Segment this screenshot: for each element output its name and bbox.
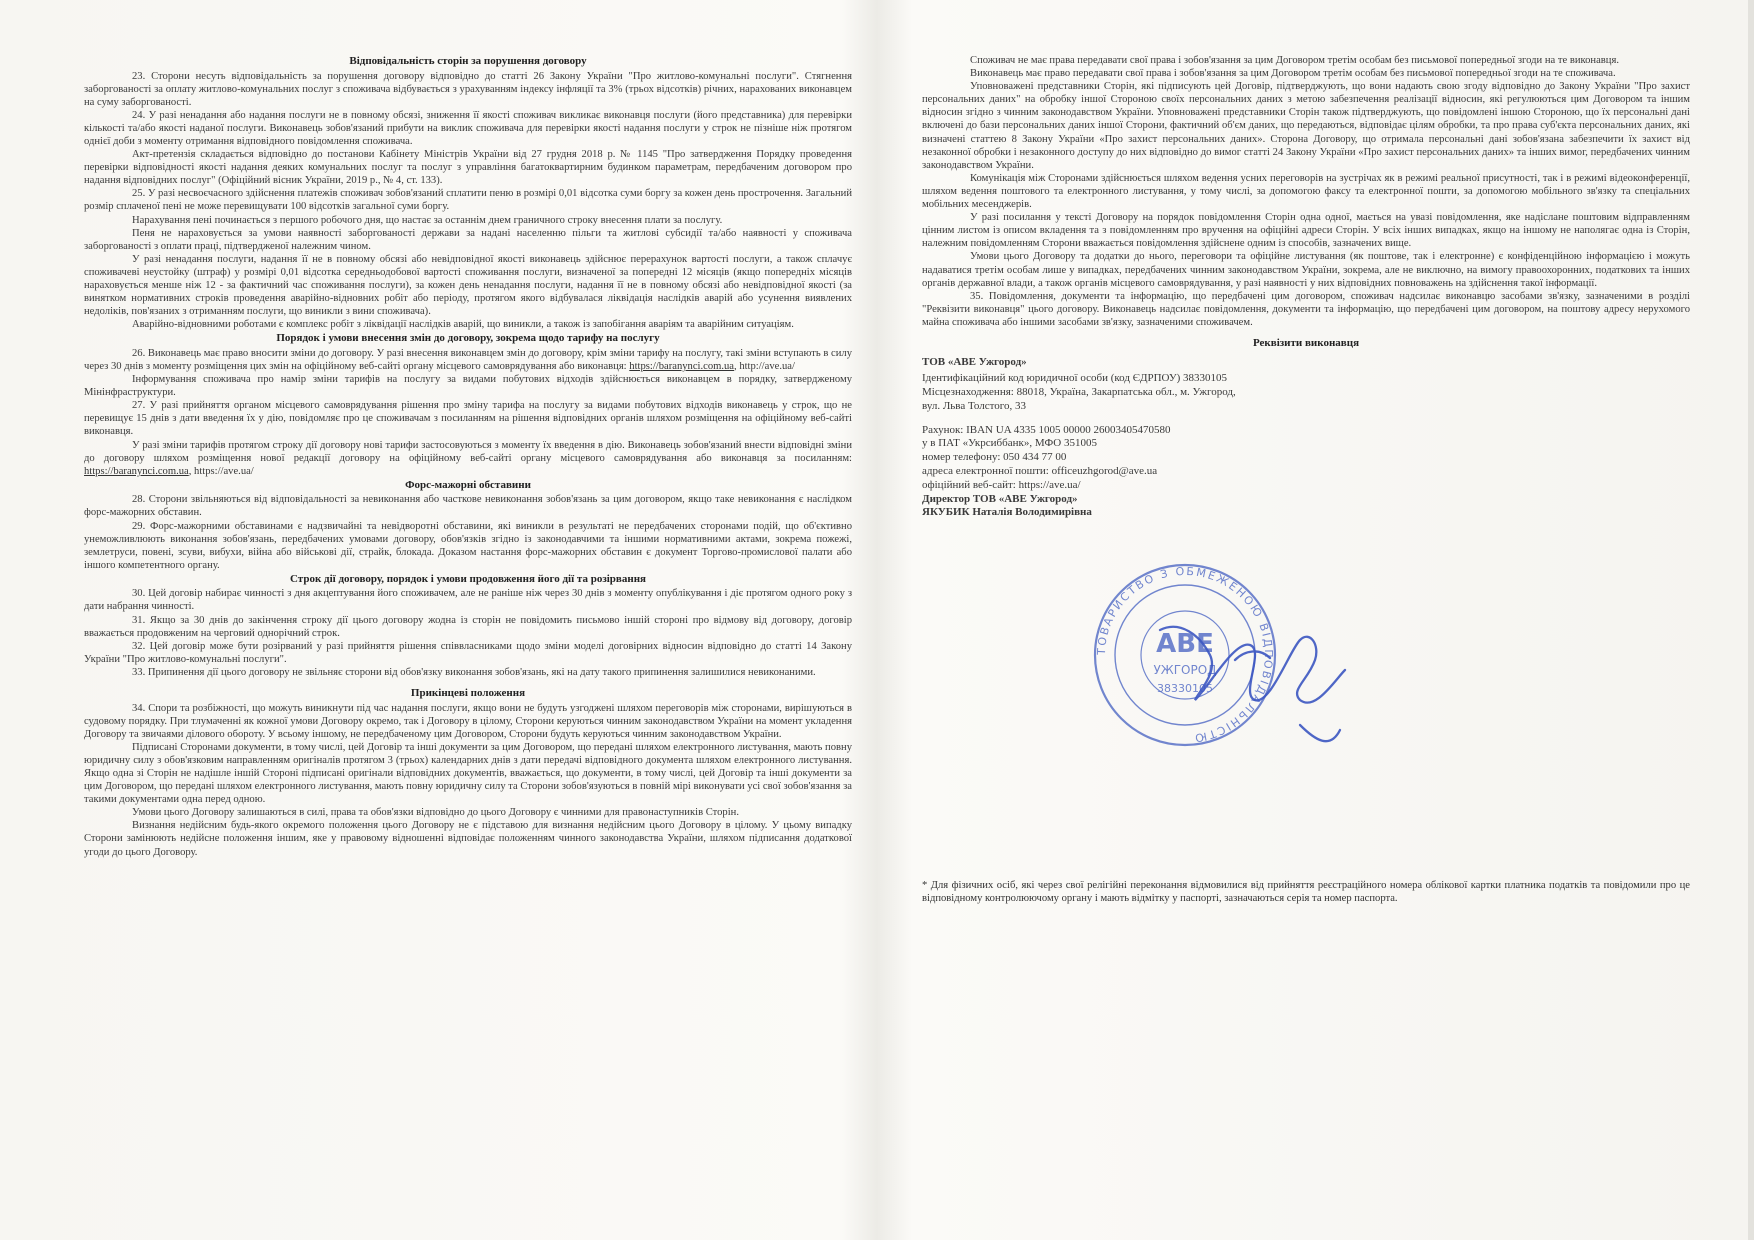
clause-25-penalty-start: Нарахування пені починається з першого робочого дня, що настає за останнім днем граничного строку внесення плати за послугу. (132, 214, 723, 226)
director-name: ЯКУБИК Наталія Володимирівна (922, 506, 1092, 519)
clause-25-emergency: Аварійно-відновними роботами є комплекс робіт з ліквідації наслідків аварій, що виникли, а також із запобігання аваріям та аварійним ситуаціям. (132, 319, 794, 331)
clause-27-link[interactable]: https://baranynci.com.ua (84, 465, 189, 477)
stamp-brand: АВЕ (1156, 629, 1214, 659)
section-heading-requisites: Реквізити виконавця (1252, 336, 1360, 349)
scan-edge (1748, 0, 1754, 1240)
clause-communication: Комунікація між Сторонами здійснюється шляхом ведення усних переговорів на зустрічах як в режимі реальної присутності, так і в режимі відеоконференції, шляхом ведення поштового та електронного листування, у тому числі, за допомогою факсу та електронної пошти, за допомогою мобільного зв'язку та спеціальних мобільних месенджерів. (922, 172, 1690, 211)
clause-29: 29. Форс-мажорними обставинами є надзвичайні та невідворотні обставини, які виникли в результаті не передбачених сторонами подій, що об'єктивно унеможливлюють виконання зобов'язань, передбачених умовами договору, обов'язків згідно із законодавчими та іншими нормативними актами, зокрема пожежі, землетруси, повені, зсуви, вибухи, війна або військові дії, страйк, блокада. Доказом настання форс-мажорних обставин є документ Торгово-промислової палати або іншого компетентного органу. (84, 520, 852, 571)
clause-34: 34. Спори та розбіжності, що можуть виникнути під час надання послуги, якщо вони не будуть узгоджені шляхом переговорів між сторонами, вирішуються в судовому порядку. При тлумаченні як кожної умови Договору окремо, так і Договору в цілому, Сторони керуються чинним законодавством України на момент укладення Договору та звичаями ділового обороту. У всьому іншому, не передбаченому цим Договором, Сторони будуть керуються чинним законодавством України. (84, 702, 852, 740)
contractor-requisites (922, 356, 1352, 520)
org-phone: номер телефону: 050 434 77 00 (922, 451, 1067, 464)
clause-26-link[interactable]: https://baranynci.com.ua (629, 360, 735, 372)
section-heading-force-majeure: Форс-мажорні обставини (405, 478, 531, 491)
clause-26 (84, 347, 852, 373)
org-iban: Рахунок: IBAN UA 4335 1005 00000 26003405470580 (922, 423, 1171, 436)
clause-30: 30. Цей договір набирає чинності з дня акцептування його споживачем, але не раніше ніж через 30 днів з моменту опублікування і діє протягом одного року з дати набрання чинності. (84, 588, 852, 613)
clause-34-electronic: Підписані Сторонами документи, в тому числі, цей Договір та інші документи за цим Договором, що передані шляхом електронного листування, мають повну юридичну силу з обов'язковим направленням оригіналів протягом 3 (трьох) календарних днів з дати передачі відповідного документа шляхом електронного листування. Якщо одна зі Сторін не надішле іншій Стороні підписані оригінали відповідних документів, вважається, що документи, в тому числі, цей Договір та інші документи за цим Договором, що передані шляхом електронного листування, мають повну юридичну силу та Сторони зобов'язуються в повній мірі виконувати усі свої зобов'язання за такими документами одна перед одною. (84, 741, 852, 806)
director-signature-icon (1140, 600, 1390, 770)
clause-confidentiality: Умови цього Договору та додатки до нього, переговори та офіційне листування (як поштове, так і електронне) є конфіденційною інформацією і можуть надаватися третім особам лише у випадках, передбачених чинним законодавством України, зокрема, але не виключно, на вимогу правоохоронних, податкових та інших органів державної влади, а також органів місцевого самоврядування, у разі наявності у них відповідних повноважень на здійснення такої інформації. (922, 251, 1690, 289)
clause-24-act: Акт-претензія складається відповідно до постанови Кабінету Міністрів України від 27 грудня 2018 р. № 1145 "Про затвердження Порядку проведення перевірки відповідності якості надання деяких комунальних послуг та послуг з управління багатоквартирним будинком параметрам, передбаченим договором про надання відповідних послуг" (Офіційний вісник України, 2019 р., № 4, ст. 133). (84, 149, 852, 187)
org-name: ТОВ «АВЕ Ужгород» (922, 356, 1027, 369)
org-code: Ідентифікаційний код юридичної особи (код ЄДРПОУ) 38330105 (922, 372, 1228, 385)
clause-31: 31. Якщо за 30 днів до закінчення строку дії цього договору жодна із сторін не повідомить письмово іншій стороні про відмову від договору, договір вважається продовженим на черговий однорічний строк. (84, 614, 852, 639)
org-address-line-1: Місцезнаходження: 88018, Україна, Закарпатська обл., м. Ужгород, (922, 386, 1236, 399)
org-email: адреса електронної пошти: officeuzhgorod@ave.ua (922, 465, 1158, 478)
clause-assignment-consumer: Споживач не має права передавати свої права і зобов'язання за цим Договором третім особам без письмової попередньої згоди на те виконавця. (970, 55, 1619, 66)
org-bank: у в ПАТ «Укрсиббанк», МФО 351005 (922, 437, 1097, 450)
clause-personal-data: Уповноважені представники Сторін, які підписують цей Договір, підтверджують, що вони надають свою згоду відповідно до Закону України "Про захист персональних даних" на обробку іншої Стороною своїх персональних даних з метою забезпечення реалізації відносин, які регулюються цим Договором та іншим відносин згідно з чинним законодавством України. Уповноважені представники Сторін також підтверджують, що повідомлені іншою Стороною, що їх персональні дані включені до бази персональних даних іншої Сторони, фактичний об'єм даних, що передаються, відповідає цілям обробки, та про права суб'єкта персональних даних, які визначені статтею 8 Закону України «Про захист персональних даних». Сторона Договору, що отримала персональні дані зобов'язана забезпечити їх захист від незаконної обробки і незаконного доступу до них відповідно до вимог статті 24 Закону України «Про захист персональних даних» та інших вимог, передбачених чинним законодавством України. (922, 81, 1690, 171)
clause-24: 24. У разі ненадання або надання послуги не в повному обсязі, зниження її якості споживач викликає виконавця послуги (його представника) для перевірки кількості та/або якості наданої послуги. Виконавець зобов'язаний прибути на виклик споживача для перевірки якості надання послуги у строк не пізніше ніж протягом однієї доби з моменту отримання відповідного повідомлення споживача. (84, 109, 852, 147)
clause-35: 35. Повідомлення, документи та інформацію, що передбачені цим договором, споживач надсилає виконавцю засобами зв'язку, зазначеними в розділі "Реквізити виконавця" цього договору. Виконавець надсилає повідомлення, документи та інформацію, що передбачені цим договором, на поштову адресу нерухомого майна споживача або іншими засобами зв'язку, зазначеними споживачем. (922, 290, 1690, 328)
section-heading-liability: Відповідальність сторін за порушення договору (349, 55, 587, 67)
clause-27-text: У разі зміни тарифів протягом строку дії договору нові тарифи застосовуються з моменту їх введення в дію. Виконавець зобов'язаний внести відповідні зміни до договору шляхом розміщення нової редакції договору на офіційному веб-сайті органу місцевого самоврядування або виконавця за посиланням: (84, 439, 852, 464)
clause-assignment-contractor: Виконавець має право передавати свої права і зобов'язання за цим Договором третім особам без письмової попередньої згоди на те споживача. (970, 68, 1616, 80)
clause-27-link-2: , https://ave.ua/ (188, 465, 254, 477)
org-website: офіційний веб-сайт: https://ave.ua/ (922, 478, 1081, 491)
clause-26-link-2: , http://ave.ua/ (734, 360, 795, 372)
clause-notification: У разі посилання у тексті Договору на порядок повідомлення Сторін одна одної, мається на увазі повідомлення, яке надіслане поштовим відправленням цінним листом із описом вкладення та з повідомленням про вручення на офіційні адреси Сторін. У всіх інших випадках, якщо на іншому не наполягає одна із Сторін, належним повідомленням Сторони вважається повідомлення здійснене одним із способів, зазначених вище. (922, 212, 1690, 250)
stamp-city: УЖГОРОД (1153, 663, 1217, 677)
clause-33: 33. Припинення дії цього договору не звільняє сторони від обов'язку виконання зобов'язань, які на дату такого припинення залишилися невиконаними. (132, 666, 816, 678)
clause-25: 25. У разі несвоєчасного здійснення платежів споживач зобов'язаний сплатити пеню в розмірі 0,01 відсотка суми боргу за кожен день прострочення. Загальний розмір сплаченої пені не може перевищувати 100 відсотків загальної суми боргу. (84, 188, 853, 213)
section-heading-final: Прикінцеві положення (410, 687, 526, 700)
clause-26-tariff-info: Інформування споживача про намір зміни тарифів на послугу за видами побутових відходів здійснюється виконавцем в порядку, затвердженому Мінінфраструктури. (84, 374, 852, 399)
stamp-ring-text: ТОВАРИСТВО З ОБМЕЖЕНОЮ ВІДПОВІДАЛЬНІСТЮ (1094, 564, 1276, 745)
section-heading-changes: Порядок і умови внесення змін до договору, зокрема щодо тарифу на послугу (276, 332, 660, 345)
director-title: Директор ТОВ «АВЕ Ужгород» (922, 492, 1078, 505)
right-page (922, 54, 1690, 520)
clause-34-successors: Умови цього Договору залишаються в силі, права та обов'язки відповідно до цього Договору є чинними для правонаступників Сторін. (132, 807, 739, 819)
left-page (84, 54, 852, 859)
clause-25-recalc: У разі ненадання послуги, надання її не в повному обсязі або невідповідної якості виконавець здійснює перерахунок вартості послуги, а також сплачує споживачеві неустойку (штраф) у розмірі 0,01 відсотка середньодобової вартості споживання послуги, визначеної за попередні 12 місяців (якщо попередніх місяців нараховується менше ніж 12 - за фактичний час споживання послуги), за кожен день ненадання послуги, надання її не в повному обсязі або невідповідної якості (за винятком нормативних строків проведення аварійно-відновних робіт або періоду, протягом якого відбувалася ліквідація наслідків аварій або усунення виявлених недоліків, пов'язаних з отриманням послуги, що виникли з вини споживача). (84, 253, 852, 318)
clause-32: 32. Цей договір може бути розірваний у разі прийняття рішення співвласниками щодо зміни моделі договірних відносин відповідно до статті 14 Закону України "Про житлово-комунальні послуги". (84, 640, 852, 665)
footnote-passport: * Для фізичних осіб, які через свої релігійні переконання відмовилися від прийняття реєстраційного номера облікової картки платника податків та повідомили про це відповідному контролюючому органу і мають відмітку у паспорті, зазначаються серія та номер паспорта. (922, 880, 1690, 905)
section-heading-term: Строк дії договору, порядок і умови продовження його дії та розірвання (290, 572, 646, 585)
clause-28: 28. Сторони звільняються від відповідальності за невиконання або часткове невиконання зобов'язань за цим договором, якщо таке невиконання є наслідком форс-мажорних обставин. (84, 494, 852, 519)
clause-27-changes (84, 439, 852, 478)
clause-26-text: 26. Виконавець має право вносити зміни до договору. У разі внесення виконавцем змін до договору, крім зміни тарифу на послугу, такі зміни вступають в силу через 30 днів з моменту розміщення цих змін на офіційному веб-сайті органу місцевого самоврядування або виконавця: (84, 347, 852, 372)
clause-25-no-penalty: Пеня не нараховується за умови наявності заборгованості держави за надані населенню пільги та житлові субсидії та/або наявності у споживача заборгованості з оплати праці, підтвердженої належним чином. (84, 227, 852, 252)
clause-34-invalidity: Визнання недійсним будь-якого окремого положення цього Договору не є підставою для визнання недійсним цього Договору в цілому. У цьому випадку Сторони замінюють недійсне положення іншим, яке у правовому відношенні відповідає положенням чинного законодавства України, шляхом підписання додаткової угоди до цього Договору. (84, 820, 852, 858)
clause-27: 27. У разі прийняття органом місцевого самоврядування рішення про зміну тарифа на послугу за видами побутових відходів виконавець у строк, що не перевищує 15 днів з дати введення їх у дію, повідомляє про це споживачам з посиланням на рішення відповідних органів шляхом розміщення на офіційному веб-сайті виконавця. (84, 400, 852, 438)
org-address-line-2: вул. Льва Толстого, 33 (922, 399, 1027, 412)
clause-23: 23. Сторони несуть відповідальність за порушення договору відповідно до статті 26 Закону України "Про житлово-комунальні послуги". Стягнення заборгованості за оплату житлово-комунальних послуг з споживача відбувається з урахуванням індексу інфляції та 3% (трьох відсотків) річних, нарахованих виконавцем на суму заборгованості. (84, 70, 852, 108)
stamp-code: 38330105 (1157, 682, 1213, 695)
